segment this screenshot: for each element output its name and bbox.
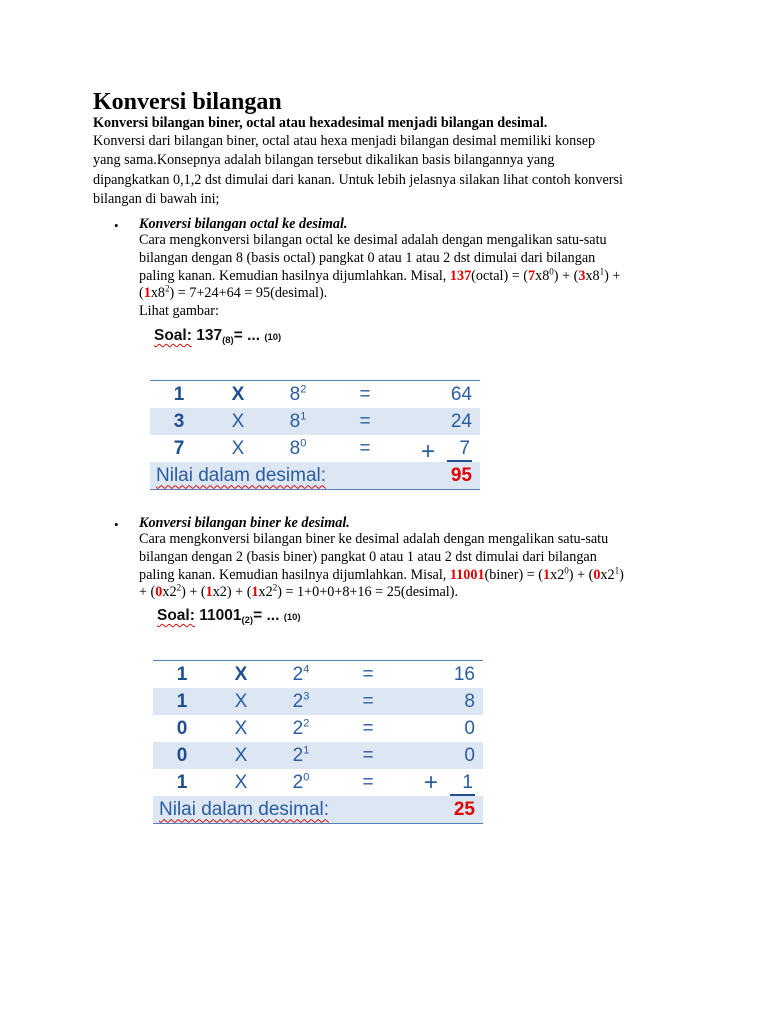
power-cell: $2^1$ (271, 742, 331, 769)
plus-sign: + (424, 769, 439, 796)
page-title: Konversi bilangan (93, 89, 282, 115)
times-cell: X (234, 771, 248, 793)
result-cell: 8 (405, 688, 483, 715)
biner-line-4: + $(0x2^2) + (1x2) + (1x2^2) = 1+0+0+8+16$ = 25(desimal). (139, 582, 459, 601)
biner-conversion-table (153, 660, 483, 824)
total-value: 95 (402, 462, 480, 490)
times-cell: X (211, 661, 271, 689)
bullet-octal: • (114, 218, 119, 233)
result-cell: 64 (402, 381, 480, 409)
power-cell: $8^1$ (268, 408, 328, 435)
digit-cell: 3 (150, 408, 208, 435)
bullet-biner: • (114, 517, 119, 532)
times-cell: X (208, 408, 268, 435)
digit-cell: 1 (176, 771, 188, 793)
digit-cell: 1 (150, 381, 208, 409)
octal-line-4: $(1x8^2) = 7+24+64$ = 95(desimal). (139, 283, 328, 302)
digit-cell: 1 (153, 688, 211, 715)
times-cell: X (211, 742, 271, 769)
result-cell: 24 (402, 408, 480, 435)
power-cell: $2^3$ (271, 688, 331, 715)
intro-line: Konversi dari bilangan biner, octal atau hexa menjadi bilangan desimal memiliki konsep (93, 133, 596, 149)
table-row (153, 715, 483, 742)
result-cell: 0 (464, 717, 475, 739)
biner-body (139, 531, 679, 602)
times-cell: X (208, 381, 268, 409)
total-row (150, 462, 480, 490)
equals-cell: = (362, 771, 374, 793)
octal-line: Cara mengkonversi bilangan octal ke desimal adalah dengan mengalikan satu-satu (139, 232, 607, 248)
total-row (153, 796, 483, 824)
equals-cell: = (331, 688, 405, 715)
power-cell: $2^0$ (292, 771, 310, 793)
equals-cell: = (359, 437, 371, 459)
lihat-gambar-label: Lihat gambar: (139, 303, 219, 319)
total-value: 25 (405, 796, 483, 824)
equals-cell: = (331, 661, 405, 689)
times-cell: X (211, 688, 271, 715)
table-row (150, 381, 480, 409)
total-label: Nilai dalam desimal: (150, 462, 402, 490)
result-cell: 1 (405, 769, 483, 796)
times-cell: X (231, 437, 245, 459)
table-row (153, 661, 483, 689)
table-row (153, 742, 483, 769)
intro-line: bilangan di bawah ini; (93, 190, 220, 207)
equals-cell: = (362, 717, 374, 739)
result-cell: 0 (405, 742, 483, 769)
octal-line-3: paling kanan. Kemudian hasilnya dijumlahkan. Misal, 137(octal) = $(7x8^0) + (3x8^1)$ + (139, 265, 621, 284)
total-label: Nilai dalam desimal: (153, 796, 405, 824)
plus-sign: + (421, 438, 436, 465)
digit-cell: 0 (176, 717, 188, 739)
biner-line: bilangan dengan 2 (basis biner) pangkat 0 atau 1 atau 2 dst dimulai dari bilangan (139, 548, 597, 565)
intro-paragraph (93, 132, 683, 209)
equals-cell: = (328, 381, 402, 409)
octal-body (139, 232, 679, 303)
digit-cell: 1 (153, 661, 211, 689)
table-row (153, 688, 483, 715)
octal-conversion-table (150, 380, 480, 490)
power-cell: $8^2$ (268, 381, 328, 409)
subtitle: Konversi bilangan biner, octal atau hexadesimal menjadi bilangan desimal. (93, 115, 548, 131)
biner-line: Cara mengkonversi bilangan biner ke desimal adalah dengan mengalikan satu-satu (139, 531, 609, 547)
octal-line: bilangan dengan 8 (basis octal) pangkat 0 atau 1 atau 2 dst dimulai dari bilangan (139, 249, 596, 266)
power-cell: $2^2$ (292, 717, 310, 739)
table-row (150, 408, 480, 435)
power-cell: $8^0$ (289, 437, 307, 459)
digit-cell: 0 (153, 742, 211, 769)
biner-soal: Soal: $11001_{(2)}=$ ... (10) (157, 607, 301, 626)
biner-heading: Konversi bilangan biner ke desimal. (139, 515, 350, 531)
result-cell: 7 (402, 435, 480, 462)
times-cell: X (234, 717, 248, 739)
digit-cell: 7 (173, 437, 185, 459)
equals-cell: = (331, 742, 405, 769)
intro-line: yang sama.Konsepnya adalah bilangan tersebut dikalikan basis bilangannya yang (93, 152, 555, 169)
biner-line-3: paling kanan. Kemudian hasilnya dijumlahkan. Misal, 11001(biner) = $(1x2^0) + (0x2^1)$ (139, 564, 624, 583)
power-cell: $2^4$ (271, 661, 331, 689)
result-cell: 16 (405, 661, 483, 689)
octal-soal: Soal: $137_{(8)}=$ ... (10) (154, 327, 282, 346)
equals-cell: = (328, 408, 402, 435)
octal-heading: Konversi bilangan octal ke desimal. (139, 216, 348, 232)
intro-line: dipangkatkan 0,1,2 dst dimulai dari kanan. Untuk lebih jelasnya silakan lihat contoh konversi (93, 171, 623, 188)
